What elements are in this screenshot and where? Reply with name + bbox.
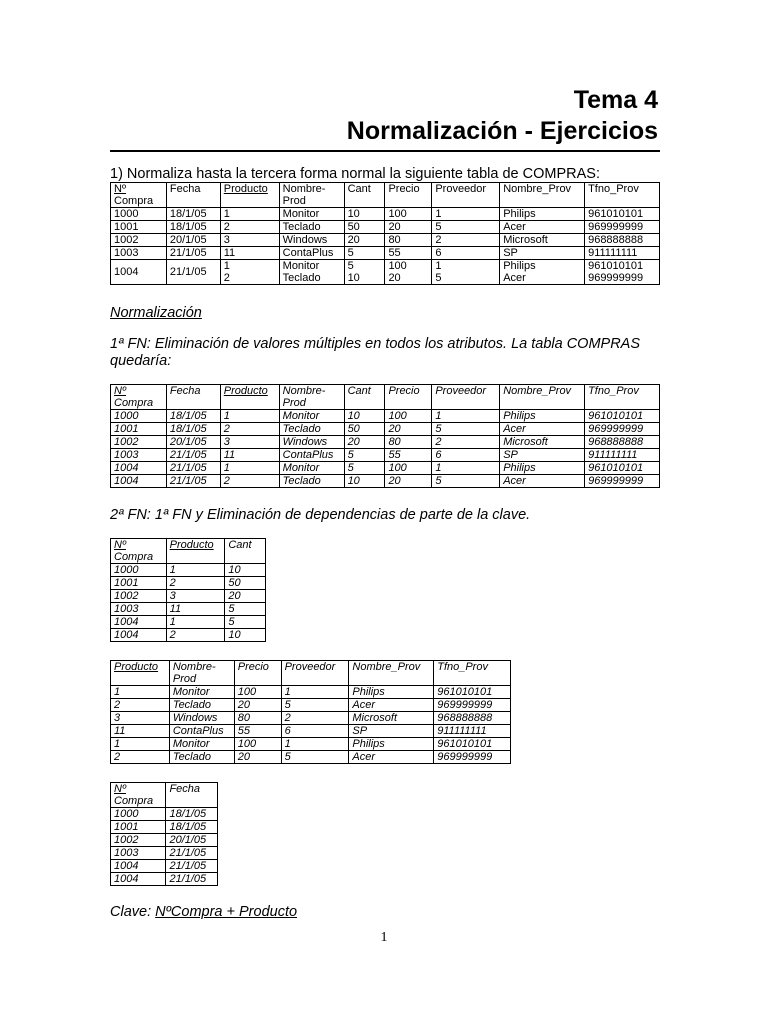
table-cell: 1003 — [111, 449, 167, 462]
table-row — [111, 260, 660, 285]
column-header: Cant — [344, 183, 385, 208]
table-cell: 1002 — [111, 590, 167, 603]
table-cell: Acer — [500, 423, 585, 436]
table-row — [111, 738, 511, 751]
fn1-text-line1: 1ª FN: Eliminación de valores múltiples en todos los atributos. La tabla COMPRAS — [110, 336, 641, 352]
table-cell: 1000 — [111, 808, 166, 821]
table-row — [111, 616, 266, 629]
table-cell: 1 — [220, 462, 279, 475]
table-cell: 10 — [225, 629, 266, 642]
fn2-text: 2ª FN: 1ª FN y Eliminación de dependencias de parte de la clave. — [110, 507, 531, 523]
table-cell: 1 — [220, 208, 279, 221]
table-cell: Microsoft — [349, 712, 434, 725]
table-cell: 1 — [432, 410, 500, 423]
table-cell: 1 — [166, 616, 225, 629]
table-cell: Acer — [500, 475, 585, 488]
table-cell: 100 — [385, 208, 432, 221]
table-cell: Windows — [169, 712, 234, 725]
table-row — [111, 821, 218, 834]
table-row — [111, 208, 660, 221]
table-cell: 21/1/05 — [166, 873, 218, 886]
table-cell: 1004 — [111, 616, 167, 629]
table-cell: 20 — [234, 751, 281, 764]
fn1-text-line2: quedaría: — [110, 353, 172, 369]
table-cell: ContaPlus — [169, 725, 234, 738]
table-cell: 10 — [344, 475, 385, 488]
column-header: Nombre_Prov — [500, 183, 585, 208]
table-row — [111, 860, 218, 873]
table-cell: Teclado — [279, 475, 344, 488]
table-cell: Acer — [500, 221, 585, 234]
table-cell: 18/1/05 — [166, 221, 220, 234]
table-cell: SP — [349, 725, 434, 738]
table-cell: 1 — [432, 462, 500, 475]
table-cell: 5 — [344, 462, 385, 475]
table-cell: 18/1/05 — [166, 808, 218, 821]
table-cell: 5 — [281, 751, 349, 764]
table-cell: Monitor — [279, 410, 344, 423]
column-header: Nº Compra — [111, 539, 167, 564]
table-cell: 968888888 — [585, 436, 660, 449]
table-cell: 1001 — [111, 577, 167, 590]
table-cell: 1002 — [111, 234, 167, 247]
table-cell: Microsoft — [500, 436, 585, 449]
table-cell: 1004 — [111, 475, 167, 488]
table-cell: 968888888 — [585, 234, 660, 247]
table-cell: SP — [500, 247, 585, 260]
column-header: Tfno_Prov — [434, 661, 511, 686]
table-cell: Microsoft — [500, 234, 585, 247]
table-cell: Philips — [500, 208, 585, 221]
page-subtitle: Normalización - Ejercicios — [346, 117, 658, 145]
table-cell: 5 — [432, 475, 500, 488]
table-cell: Monitor — [279, 462, 344, 475]
table-cell: 3 — [166, 590, 225, 603]
column-header: Fecha — [166, 183, 220, 208]
table-row — [111, 847, 218, 860]
table-cell: 2 — [220, 475, 279, 488]
table-cell: 1002 — [111, 436, 167, 449]
table-cell: 100 20 — [385, 260, 432, 285]
table-cell: 100 — [385, 410, 432, 423]
page-number: 1 — [380, 930, 388, 945]
normalizacion-heading: Normalización — [110, 305, 202, 321]
table-cell: 6 — [432, 247, 500, 260]
table-cell: 18/1/05 — [166, 410, 220, 423]
column-header: Fecha — [166, 783, 218, 808]
table-cell: 20/1/05 — [166, 834, 218, 847]
table-cell: 2 — [432, 234, 500, 247]
table-cell: Philips — [349, 738, 434, 751]
table-row — [111, 475, 660, 488]
table-cell: 1 — [166, 564, 225, 577]
column-header: Producto — [111, 661, 170, 686]
compras-table — [110, 182, 660, 285]
table-cell: ContaPlus — [279, 247, 344, 260]
clave-label: Clave: — [110, 904, 156, 920]
table-cell: 969999999 — [434, 751, 511, 764]
table-cell: 2 — [220, 423, 279, 436]
column-header: Nombre- Prod — [279, 183, 344, 208]
table-row — [111, 590, 266, 603]
table-cell: Philips — [349, 686, 434, 699]
table-cell: 21/1/05 — [166, 847, 218, 860]
table-cell: 21/1/05 — [166, 475, 220, 488]
table-row — [111, 699, 511, 712]
table-row — [111, 808, 218, 821]
column-header: Proveedor — [432, 385, 500, 410]
table-header-row — [111, 539, 266, 564]
table-row — [111, 712, 511, 725]
column-header: Proveedor — [281, 661, 349, 686]
table-cell: 961010101 — [434, 738, 511, 751]
table-cell: 3 — [220, 234, 279, 247]
table-cell: 5 — [225, 603, 266, 616]
table-cell: 1 5 — [432, 260, 500, 285]
table-cell: 1 — [111, 738, 170, 751]
table-cell: 1003 — [111, 247, 167, 260]
table-cell: Teclado — [169, 751, 234, 764]
table-cell: 961010101 — [434, 686, 511, 699]
table-cell: 18/1/05 — [166, 821, 218, 834]
table-cell: 1 — [432, 208, 500, 221]
table-cell: Monitor — [279, 208, 344, 221]
column-header: Precio — [385, 385, 432, 410]
table-cell: 969999999 — [585, 423, 660, 436]
table-cell: Acer — [349, 751, 434, 764]
table-cell: 21/1/05 — [166, 860, 218, 873]
table-cell: Monitor — [169, 686, 234, 699]
table-cell: 55 — [234, 725, 281, 738]
table-cell: 1004 — [111, 462, 167, 475]
table-cell: 11 — [220, 449, 279, 462]
table-row — [111, 873, 218, 886]
column-header: Tfno_Prov — [585, 183, 660, 208]
table-cell: 969999999 — [434, 699, 511, 712]
table-cell: 55 — [385, 247, 432, 260]
table-header-row — [111, 183, 660, 208]
table-cell: Philips — [500, 410, 585, 423]
table-cell: SP — [500, 449, 585, 462]
table-cell: 2 — [166, 629, 225, 642]
table-cell: 969999999 — [585, 475, 660, 488]
table-cell: 5 — [432, 221, 500, 234]
table-cell: 20 — [385, 475, 432, 488]
table-cell: 18/1/05 — [166, 423, 220, 436]
clave-line — [110, 904, 297, 920]
column-header: Nº Compra — [111, 385, 167, 410]
table-cell: 1 — [281, 738, 349, 751]
table-row — [111, 234, 660, 247]
table-cell: 20 — [225, 590, 266, 603]
table-cell: 911111111 — [585, 247, 660, 260]
table-cell: 961010101 — [585, 462, 660, 475]
table-cell: 10 — [225, 564, 266, 577]
table-row — [111, 751, 511, 764]
table-cell: 2 — [220, 221, 279, 234]
table-cell: 20 — [234, 699, 281, 712]
page-title: Tema 4 — [573, 86, 658, 114]
column-header: Fecha — [166, 385, 220, 410]
table-cell: 6 — [281, 725, 349, 738]
table-cell: 1001 — [111, 821, 166, 834]
table-header-row — [111, 783, 218, 808]
table-row — [111, 834, 218, 847]
column-header: Producto — [166, 539, 225, 564]
table-cell: 5 — [344, 449, 385, 462]
table-cell: 20 — [385, 423, 432, 436]
table-cell: 3 — [111, 712, 170, 725]
table-cell: 1003 — [111, 603, 167, 616]
table-cell: 21/1/05 — [166, 260, 220, 285]
table-cell: 961010101 969999999 — [585, 260, 660, 285]
table-cell: 100 — [234, 686, 281, 699]
table-row — [111, 725, 511, 738]
column-header: Precio — [234, 661, 281, 686]
table-cell: 6 — [432, 449, 500, 462]
table-row — [111, 577, 266, 590]
table-cell: 1000 — [111, 410, 167, 423]
table-cell: Teclado — [279, 423, 344, 436]
table-cell: 100 — [385, 462, 432, 475]
column-header: Producto — [220, 385, 279, 410]
table-cell: 1004 — [111, 860, 166, 873]
table-cell: 21/1/05 — [166, 449, 220, 462]
table-cell: 961010101 — [585, 410, 660, 423]
table-cell: 20 — [385, 221, 432, 234]
table-cell: 1002 — [111, 834, 166, 847]
table-cell: 80 — [385, 234, 432, 247]
table-row — [111, 449, 660, 462]
table-cell: 20/1/05 — [166, 234, 220, 247]
table-cell: 80 — [385, 436, 432, 449]
table-cell: 5 — [344, 247, 385, 260]
table-cell: 1001 — [111, 221, 167, 234]
table-cell: ContaPlus — [279, 449, 344, 462]
column-header: Nombre- Prod — [279, 385, 344, 410]
table-row — [111, 564, 266, 577]
table-cell: 2 — [281, 712, 349, 725]
table-cell: 2 — [432, 436, 500, 449]
table-row — [111, 462, 660, 475]
table-cell: 1004 — [111, 873, 166, 886]
table-cell: 5 — [281, 699, 349, 712]
table-header-row — [111, 385, 660, 410]
table-cell: Acer — [349, 699, 434, 712]
column-header: Nº Compra — [111, 183, 167, 208]
table-cell: 3 — [220, 436, 279, 449]
table-cell: 5 10 — [344, 260, 385, 285]
table-cell: Teclado — [279, 221, 344, 234]
table-cell: 1004 — [111, 629, 167, 642]
table-cell: 50 — [225, 577, 266, 590]
table-cell: 2 — [111, 751, 170, 764]
fn2-compra-fecha-table — [110, 782, 218, 886]
clave-value: NºCompra + Producto — [155, 904, 298, 920]
table-cell: Windows — [279, 436, 344, 449]
table-cell: 969999999 — [585, 221, 660, 234]
fn2-compra-producto-table — [110, 538, 266, 642]
table-cell: 10 — [344, 208, 385, 221]
table-cell: 11 — [111, 725, 170, 738]
column-header: Nombre- Prod — [169, 661, 234, 686]
title-rule — [110, 150, 660, 152]
table-row — [111, 436, 660, 449]
table-cell: 50 — [344, 423, 385, 436]
table-cell: 911111111 — [585, 449, 660, 462]
table-cell: 961010101 — [585, 208, 660, 221]
table-row — [111, 221, 660, 234]
table-cell: 50 — [344, 221, 385, 234]
column-header: Tfno_Prov — [585, 385, 660, 410]
table-cell: 1000 — [111, 564, 167, 577]
table-cell: Philips — [500, 462, 585, 475]
column-header: Cant — [344, 385, 385, 410]
table-cell: Monitor — [169, 738, 234, 751]
table-row — [111, 423, 660, 436]
column-header: Cant — [225, 539, 266, 564]
fn1-table — [110, 384, 660, 488]
table-cell: 968888888 — [434, 712, 511, 725]
table-cell: 1 — [111, 686, 170, 699]
table-row — [111, 247, 660, 260]
column-header: Producto — [220, 183, 279, 208]
table-cell: 20 — [344, 436, 385, 449]
table-cell: 21/1/05 — [166, 462, 220, 475]
table-cell: Monitor Teclado — [279, 260, 344, 285]
table-row — [111, 686, 511, 699]
table-cell: 911111111 — [434, 725, 511, 738]
table-cell: 18/1/05 — [166, 208, 220, 221]
column-header: Precio — [385, 183, 432, 208]
table-cell: 1000 — [111, 208, 167, 221]
table-cell: 1004 — [111, 260, 167, 285]
table-cell: 1003 — [111, 847, 166, 860]
column-header: Nº Compra — [111, 783, 166, 808]
table-cell: Philips Acer — [500, 260, 585, 285]
column-header: Nombre_Prov — [500, 385, 585, 410]
table-header-row — [111, 661, 511, 686]
table-cell: 1 2 — [220, 260, 279, 285]
table-cell: 1 — [220, 410, 279, 423]
table-cell: 5 — [225, 616, 266, 629]
table-cell: 80 — [234, 712, 281, 725]
exercise-statement: 1) Normaliza hasta la tercera forma normal la siguiente tabla de COMPRAS: — [110, 166, 600, 182]
table-cell: 10 — [344, 410, 385, 423]
table-cell: Windows — [279, 234, 344, 247]
table-cell: 5 — [432, 423, 500, 436]
table-cell: 2 — [111, 699, 170, 712]
table-cell: 100 — [234, 738, 281, 751]
column-header: Nombre_Prov — [349, 661, 434, 686]
table-cell: 2 — [166, 577, 225, 590]
table-cell: Teclado — [169, 699, 234, 712]
table-row — [111, 410, 660, 423]
table-cell: 55 — [385, 449, 432, 462]
table-cell: 20 — [344, 234, 385, 247]
table-cell: 20/1/05 — [166, 436, 220, 449]
table-row — [111, 603, 266, 616]
fn2-producto-table — [110, 660, 511, 764]
table-cell: 1001 — [111, 423, 167, 436]
table-cell: 11 — [166, 603, 225, 616]
table-cell: 1 — [281, 686, 349, 699]
column-header: Proveedor — [432, 183, 500, 208]
table-row — [111, 629, 266, 642]
table-cell: 11 — [220, 247, 279, 260]
table-cell: 21/1/05 — [166, 247, 220, 260]
